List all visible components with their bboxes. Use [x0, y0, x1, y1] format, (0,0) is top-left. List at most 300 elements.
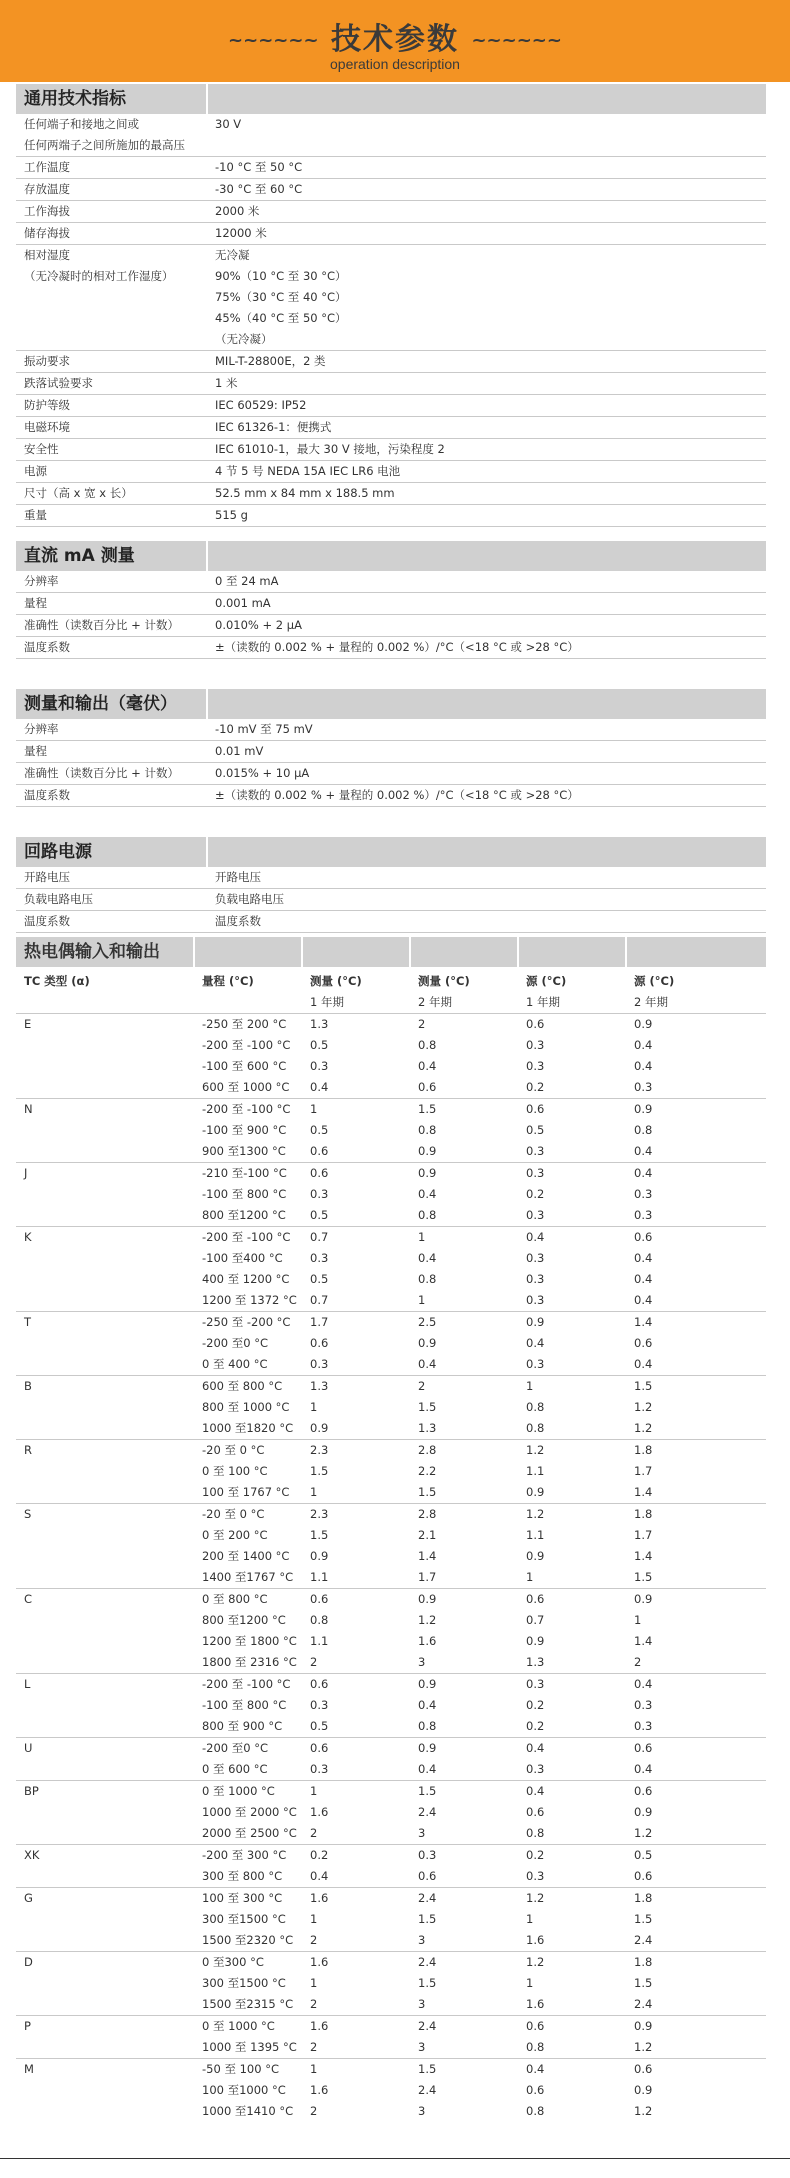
tc-accuracy-value: 0.9 — [410, 1163, 518, 1185]
tc-accuracy-value: 0.7 — [302, 1227, 410, 1249]
tc-accuracy-value: 2.3 — [302, 1440, 410, 1462]
thermocouple-row — [16, 1610, 766, 1631]
tc-accuracy-value: 0.2 — [526, 1080, 545, 1094]
tc-accuracy-value: 0.8 — [526, 1421, 545, 1435]
tc-accuracy-value: 0.9 — [410, 1674, 518, 1696]
tc-type: K — [16, 1227, 194, 1249]
spec-value: ±（读数的 0.002 % + 量程的 0.002 %）/°C（<18 °C 或 >28 °C） — [207, 785, 766, 807]
tc-accuracy-value: 2.3 — [302, 1504, 410, 1526]
tc-accuracy-value: 0.9 — [526, 1634, 545, 1648]
thermocouple-row — [16, 1845, 766, 1867]
tc-range: 800 至1200 °C — [202, 1208, 286, 1222]
tc-accuracy-value: 0.4 — [418, 1698, 437, 1712]
tc-accuracy-value: 1.2 — [634, 1826, 653, 1840]
tc-accuracy-value: 1.2 — [418, 1613, 437, 1627]
general-spec-table — [16, 84, 766, 527]
tc-accuracy-value: 1 — [526, 1976, 534, 1990]
general-spec-row — [16, 439, 766, 461]
tc-accuracy-value: 0.9 — [418, 1144, 437, 1158]
tc-range: 0 至 400 °C — [202, 1357, 268, 1371]
tc-accuracy-value: 0.3 — [634, 1187, 653, 1201]
general-spec-row — [16, 505, 766, 527]
tc-type — [16, 2080, 194, 2101]
tc-accuracy-value: 1.5 — [410, 1781, 518, 1803]
tc-type: P — [16, 2016, 194, 2038]
column-header-label: 源 (°C) — [526, 974, 567, 988]
tc-accuracy-value: 1.5 — [634, 1912, 653, 1926]
tc-accuracy-value: 1.8 — [626, 1504, 766, 1526]
tc-range: -200 至 -100 °C — [194, 1099, 302, 1121]
thermocouple-row — [16, 1888, 766, 1910]
tc-range: 300 至1500 °C — [202, 1976, 286, 1990]
thermocouple-row — [16, 1930, 766, 1952]
spec-content — [16, 82, 786, 2122]
tc-accuracy-value: 1.5 — [626, 1376, 766, 1398]
tc-accuracy-value: 1.5 — [418, 1485, 437, 1499]
tc-accuracy-value: 0.4 — [634, 1144, 653, 1158]
mv-spec-row — [16, 719, 766, 741]
spec-value: 开路电压 — [207, 867, 766, 889]
tc-type — [16, 1823, 194, 1845]
thermocouple-row — [16, 1312, 766, 1334]
tc-type — [16, 1525, 194, 1546]
tc-type — [16, 1397, 194, 1418]
spec-value: 0.010% + 2 μA — [207, 615, 766, 637]
tc-accuracy-value: 2.8 — [410, 1504, 518, 1526]
mv-spec-row — [16, 763, 766, 785]
tc-accuracy-value: 1 — [302, 1781, 410, 1803]
tc-type: N — [16, 1099, 194, 1121]
tc-accuracy-value: 1 — [310, 1912, 318, 1926]
thermocouple-row — [16, 1695, 766, 1716]
spec-value: 0.01 mV — [207, 741, 766, 763]
spec-label: 工作海拔 — [16, 201, 207, 223]
spec-label: 存放温度 — [16, 179, 207, 201]
tc-range: 1500 至2315 °C — [202, 1997, 294, 2011]
tc-type — [16, 1994, 194, 2016]
spec-label: 任何端子和接地之间或 任何两端子之间所施加的最高压 — [16, 114, 207, 157]
column-subheader: 2 年期 — [634, 995, 668, 1009]
mv-spec-row — [16, 785, 766, 807]
tc-accuracy-value: 0.8 — [418, 1123, 437, 1137]
thermocouple-row — [16, 1440, 766, 1462]
tc-accuracy-value: 1.6 — [526, 1933, 545, 1947]
tc-type — [16, 1759, 194, 1781]
tc-type — [16, 1248, 194, 1269]
tc-accuracy-value: 1.8 — [626, 1440, 766, 1462]
tc-type — [16, 1802, 194, 1823]
tc-accuracy-value: 1 — [310, 1976, 318, 1990]
tc-accuracy-value: 0.6 — [626, 1738, 766, 1760]
thermocouple-row — [16, 1504, 766, 1526]
tc-accuracy-value: 0.5 — [310, 1272, 329, 1286]
tc-accuracy-value: 0.9 — [634, 2083, 653, 2097]
thermocouple-header-blank — [302, 937, 410, 967]
tc-accuracy-value: 0.4 — [626, 1163, 766, 1185]
tc-accuracy-value: 1.5 — [634, 1570, 653, 1584]
tc-range: 1200 至 1800 °C — [202, 1634, 297, 1648]
tc-accuracy-value: 0.8 — [526, 1400, 545, 1414]
spec-label: 跌落试验要求 — [16, 373, 207, 395]
tc-accuracy-value: 0.6 — [302, 1674, 410, 1696]
spec-label: 准确性（读数百分比 + 计数） — [16, 615, 207, 637]
tc-accuracy-value: 2 — [310, 2104, 318, 2118]
tc-range: 0 至 800 °C — [194, 1589, 302, 1611]
column-header-label: 测量 (°C) — [310, 974, 362, 988]
tc-type: J — [16, 1163, 194, 1185]
tc-type: L — [16, 1674, 194, 1696]
thermocouple-row — [16, 1482, 766, 1504]
tc-accuracy-value: 1.3 — [418, 1421, 437, 1435]
spec-value: ±（读数的 0.002 % + 量程的 0.002 %）/°C（<18 °C 或 >28 °C） — [207, 637, 766, 659]
tc-accuracy-value: 1.6 — [526, 1997, 545, 2011]
tc-accuracy-value: 0.5 — [310, 1719, 329, 1733]
tc-accuracy-value: 0.3 — [310, 1762, 329, 1776]
tc-range: 100 至1000 °C — [202, 2083, 286, 2097]
spec-label: 安全性 — [16, 439, 207, 461]
tc-accuracy-value: 1.6 — [302, 1952, 410, 1974]
tc-type — [16, 1035, 194, 1056]
general-spec-row — [16, 417, 766, 439]
thermocouple-row — [16, 1652, 766, 1674]
tc-accuracy-value: 0.9 — [526, 1549, 545, 1563]
tc-type: D — [16, 1952, 194, 1974]
thermocouple-row — [16, 1290, 766, 1312]
tc-range: -200 至 300 °C — [194, 1845, 302, 1867]
tc-accuracy-value: 1 — [526, 1912, 534, 1926]
title-decoration-left: ~~~~~~ — [228, 30, 319, 51]
tc-range: 600 至 1000 °C — [202, 1080, 290, 1094]
thermocouple-row — [16, 1759, 766, 1781]
spec-value: 52.5 mm x 84 mm x 188.5 mm — [207, 483, 766, 505]
dc-ma-spec-table — [16, 541, 766, 659]
tc-accuracy-value: 1.2 — [518, 1952, 626, 1974]
thermocouple-row — [16, 1461, 766, 1482]
spec-label: 电磁环境 — [16, 417, 207, 439]
tc-accuracy-value: 0.9 — [310, 1421, 329, 1435]
spec-label: 量程 — [16, 593, 207, 615]
tc-accuracy-value: 0.4 — [310, 1080, 329, 1094]
tc-accuracy-value: 2 — [310, 1655, 318, 1669]
tc-accuracy-value: 0.8 — [526, 1826, 545, 1840]
tc-accuracy-value: 0.6 — [626, 1781, 766, 1803]
tc-accuracy-value: 0.4 — [418, 1357, 437, 1371]
thermocouple-row — [16, 1205, 766, 1227]
tc-type — [16, 1482, 194, 1504]
thermocouple-header — [16, 937, 766, 967]
spec-value: IEC 60529: IP52 — [207, 395, 766, 417]
tc-accuracy-value: 1.5 — [634, 1976, 653, 1990]
tc-range: -200 至0 °C — [202, 1336, 269, 1350]
thermocouple-title: 热电偶输入和输出 — [16, 937, 194, 967]
tc-accuracy-value: 0.4 — [518, 1781, 626, 1803]
tc-accuracy-value: 0.3 — [634, 1208, 653, 1222]
tc-type: S — [16, 1504, 194, 1526]
tc-accuracy-value: 1.5 — [418, 1912, 437, 1926]
tc-type: M — [16, 2059, 194, 2081]
title-decoration-right: ~~~~~~ — [471, 30, 562, 51]
tc-accuracy-value: 1.8 — [626, 1888, 766, 1910]
tc-accuracy-value: 1.7 — [634, 1528, 653, 1542]
tc-accuracy-value: 0.5 — [310, 1208, 329, 1222]
loop-power-spec-title: 回路电源 — [16, 837, 207, 867]
tc-accuracy-value: 0.2 — [526, 1187, 545, 1201]
tc-accuracy-value: 1.2 — [518, 1888, 626, 1910]
tc-accuracy-value: 1.2 — [518, 1504, 626, 1526]
tc-accuracy-value: 0.3 — [526, 1869, 545, 1883]
tc-range: 1800 至 2316 °C — [202, 1655, 297, 1669]
tc-type: B — [16, 1376, 194, 1398]
tc-accuracy-value: 0.3 — [526, 1251, 545, 1265]
tc-range: 0 至 1000 °C — [194, 2016, 302, 2038]
tc-type — [16, 1269, 194, 1290]
tc-accuracy-value: 0.7 — [526, 1613, 545, 1627]
thermocouple-row — [16, 1099, 766, 1121]
tc-range: -100 至400 °C — [202, 1251, 283, 1265]
tc-range: 1400 至1767 °C — [202, 1570, 294, 1584]
tc-accuracy-value: 0.3 — [634, 1719, 653, 1733]
tc-accuracy-value: 0.3 — [310, 1357, 329, 1371]
tc-accuracy-value: 1.3 — [302, 1014, 410, 1036]
spec-label: 尺寸（高 x 宽 x 长） — [16, 483, 207, 505]
tc-accuracy-value: 1.5 — [310, 1464, 329, 1478]
tc-accuracy-value: 0.8 — [526, 2040, 545, 2054]
tc-range: -200 至 -100 °C — [194, 1674, 302, 1696]
thermocouple-row — [16, 1589, 766, 1611]
tc-accuracy-value: 2 — [310, 2040, 318, 2054]
thermocouple-row — [16, 2059, 766, 2081]
loop-power-spec-row — [16, 911, 766, 933]
tc-accuracy-value: 0.6 — [626, 1227, 766, 1249]
general-spec-row — [16, 157, 766, 179]
thermocouple-row — [16, 1056, 766, 1077]
tc-accuracy-value: 0.4 — [526, 1336, 545, 1350]
tc-type — [16, 1205, 194, 1227]
tc-accuracy-value: 0.9 — [410, 1589, 518, 1611]
tc-range: -200 至0 °C — [194, 1738, 302, 1760]
tc-type — [16, 1077, 194, 1099]
thermocouple-row — [16, 2080, 766, 2101]
spec-label: 储存海拔 — [16, 223, 207, 245]
tc-type — [16, 1184, 194, 1205]
tc-range: 0 至300 °C — [194, 1952, 302, 1974]
general-spec-header-blank — [207, 84, 766, 114]
tc-accuracy-value: 0.4 — [518, 1227, 626, 1249]
tc-accuracy-value: 3 — [418, 1997, 426, 2011]
tc-type — [16, 1418, 194, 1440]
spec-value: 无冷凝 90%（10 °C 至 30 °C） 75%（30 °C 至 40 °C） 45%（40 °C 至 50 °C） （无冷凝） — [207, 245, 766, 351]
thermocouple-row — [16, 2016, 766, 2038]
column-header — [302, 967, 410, 1014]
general-spec-header — [16, 84, 766, 114]
tc-accuracy-value: 0.9 — [410, 1738, 518, 1760]
tc-accuracy-value: 0.9 — [626, 1589, 766, 1611]
tc-accuracy-value: 1.2 — [634, 1421, 653, 1435]
tc-type — [16, 2037, 194, 2059]
tc-accuracy-value: 0.4 — [634, 1293, 653, 1307]
thermocouple-row — [16, 1738, 766, 1760]
thermocouple-row — [16, 1525, 766, 1546]
tc-accuracy-value: 0.9 — [626, 1099, 766, 1121]
tc-accuracy-value: 0.6 — [526, 2083, 545, 2097]
thermocouple-row — [16, 1823, 766, 1845]
column-header — [194, 967, 302, 1014]
tc-accuracy-value: 0.6 — [526, 1805, 545, 1819]
tc-accuracy-value: 0.3 — [410, 1845, 518, 1867]
tc-accuracy-value: 1.4 — [634, 1634, 653, 1648]
tc-accuracy-value: 1.1 — [310, 1570, 329, 1584]
tc-accuracy-value: 0.9 — [626, 1014, 766, 1036]
tc-accuracy-value: 1.8 — [626, 1952, 766, 1974]
tc-accuracy-value: 0.6 — [310, 1144, 329, 1158]
tc-range: -20 至 0 °C — [194, 1504, 302, 1526]
tc-range: -250 至 200 °C — [194, 1014, 302, 1036]
tc-accuracy-value: 0.8 — [418, 1038, 437, 1052]
dc-ma-spec-header-blank — [207, 541, 766, 571]
tc-accuracy-value: 1.2 — [518, 1440, 626, 1462]
thermocouple-row — [16, 1716, 766, 1738]
tc-type — [16, 1610, 194, 1631]
tc-accuracy-value: 2.4 — [410, 2016, 518, 2038]
tc-accuracy-value: 0.6 — [302, 1163, 410, 1185]
tc-accuracy-value: 3 — [418, 1826, 426, 1840]
column-header-label: 源 (°C) — [634, 974, 675, 988]
tc-accuracy-value: 0.9 — [518, 1312, 626, 1334]
tc-accuracy-value: 0.8 — [418, 1719, 437, 1733]
tc-accuracy-value: 0.6 — [302, 1738, 410, 1760]
tc-accuracy-value: 2.4 — [418, 2083, 437, 2097]
tc-type — [16, 1973, 194, 1994]
tc-accuracy-value: 0.4 — [518, 1738, 626, 1760]
column-subheader: 1 年期 — [526, 995, 560, 1009]
spec-label: 温度系数 — [16, 785, 207, 807]
column-header — [626, 967, 766, 1014]
tc-accuracy-value: 2.4 — [634, 1997, 653, 2011]
tc-accuracy-value: 0.3 — [518, 1674, 626, 1696]
thermocouple-header-blank — [194, 937, 302, 967]
tc-accuracy-value: 2 — [410, 1014, 518, 1036]
tc-accuracy-value: 0.9 — [418, 1336, 437, 1350]
tc-accuracy-value: 1.5 — [418, 1976, 437, 1990]
tc-type — [16, 1141, 194, 1163]
loop-power-spec-row — [16, 867, 766, 889]
tc-range: 1500 至2320 °C — [202, 1933, 294, 1947]
tc-accuracy-value: 0.2 — [526, 1719, 545, 1733]
spec-value: IEC 61010-1，最大 30 V 接地，污染程度 2 — [207, 439, 766, 461]
thermocouple-row — [16, 2101, 766, 2122]
tc-range: -200 至 -100 °C — [194, 1227, 302, 1249]
tc-range: 100 至 1767 °C — [202, 1485, 290, 1499]
tc-accuracy-value: 3 — [418, 1655, 426, 1669]
tc-accuracy-value: 0.4 — [634, 1251, 653, 1265]
tc-accuracy-value: 1.7 — [302, 1312, 410, 1334]
tc-accuracy-value: 0.2 — [518, 1845, 626, 1867]
general-spec-row — [16, 483, 766, 505]
tc-accuracy-value: 0.5 — [310, 1123, 329, 1137]
tc-accuracy-value: 0.3 — [526, 1059, 545, 1073]
tc-accuracy-value: 0.8 — [418, 1272, 437, 1286]
tc-accuracy-value: 0.3 — [526, 1357, 545, 1371]
tc-accuracy-value: 0.4 — [418, 1762, 437, 1776]
spec-label: 量程 — [16, 741, 207, 763]
dc-ma-spec-row — [16, 637, 766, 659]
mv-spec-table — [16, 689, 766, 807]
tc-accuracy-value: 0.3 — [310, 1187, 329, 1201]
tc-range: 2000 至 2500 °C — [202, 1826, 297, 1840]
column-header — [410, 967, 518, 1014]
tc-accuracy-value: 0.3 — [526, 1038, 545, 1052]
tc-range: 1000 至1410 °C — [202, 2104, 294, 2118]
tc-range: 900 至1300 °C — [202, 1144, 286, 1158]
tc-type: R — [16, 1440, 194, 1462]
tc-accuracy-value: 1.6 — [310, 2083, 329, 2097]
tc-range: -20 至 0 °C — [194, 1440, 302, 1462]
tc-accuracy-value: 0.6 — [302, 1589, 410, 1611]
spec-label: 开路电压 — [16, 867, 207, 889]
tc-accuracy-value: 0.3 — [526, 1144, 545, 1158]
tc-accuracy-value: 1 — [418, 1293, 426, 1307]
general-spec-row — [16, 351, 766, 373]
tc-range: 0 至 1000 °C — [194, 1781, 302, 1803]
tc-accuracy-value: 1 — [310, 1485, 318, 1499]
spec-value: 1 米 — [207, 373, 766, 395]
tc-type — [16, 1354, 194, 1376]
tc-accuracy-value: 1.3 — [526, 1655, 545, 1669]
tc-accuracy-value: 0.3 — [526, 1272, 545, 1286]
tc-type — [16, 1120, 194, 1141]
tc-type — [16, 1333, 194, 1354]
general-spec-row — [16, 395, 766, 417]
mv-spec-row — [16, 741, 766, 763]
loop-power-spec-row — [16, 889, 766, 911]
tc-type — [16, 1567, 194, 1589]
spec-label: 温度系数 — [16, 911, 207, 933]
tc-accuracy-value: 0.4 — [634, 1059, 653, 1073]
tc-accuracy-value: 2.4 — [418, 1805, 437, 1819]
tc-accuracy-value: 1.1 — [526, 1528, 545, 1542]
thermocouple-row — [16, 1909, 766, 1930]
tc-accuracy-value: 0.4 — [310, 1869, 329, 1883]
mv-spec-title: 测量和输出（毫伏） — [16, 689, 207, 719]
thermocouple-header-blank — [626, 937, 766, 967]
spec-label: 工作温度 — [16, 157, 207, 179]
tc-accuracy-value: 0.6 — [418, 1869, 437, 1883]
thermocouple-row — [16, 1227, 766, 1249]
tc-range: 800 至1200 °C — [202, 1613, 286, 1627]
general-spec-row — [16, 245, 766, 351]
tc-accuracy-value: 1.5 — [410, 1099, 518, 1121]
spec-label: 重量 — [16, 505, 207, 527]
spec-label: 温度系数 — [16, 637, 207, 659]
thermocouple-column-headers — [16, 967, 766, 1014]
general-spec-row — [16, 179, 766, 201]
tc-accuracy-value: 0.3 — [518, 1163, 626, 1185]
tc-accuracy-value: 2.2 — [418, 1464, 437, 1478]
tc-type — [16, 1695, 194, 1716]
tc-accuracy-value: 1 — [310, 1400, 318, 1414]
tc-range: 0 至 100 °C — [202, 1464, 268, 1478]
spec-label: 负载电路电压 — [16, 889, 207, 911]
tc-accuracy-value: 1.3 — [302, 1376, 410, 1398]
tc-accuracy-value: 2 — [410, 1376, 518, 1398]
loop-power-spec-header-blank — [207, 837, 766, 867]
thermocouple-row — [16, 1248, 766, 1269]
thermocouple-row — [16, 1802, 766, 1823]
spec-label: 电源 — [16, 461, 207, 483]
tc-accuracy-value: 0.4 — [634, 1272, 653, 1286]
tc-accuracy-value: 1.5 — [418, 1400, 437, 1414]
tc-range: 1000 至1820 °C — [202, 1421, 294, 1435]
